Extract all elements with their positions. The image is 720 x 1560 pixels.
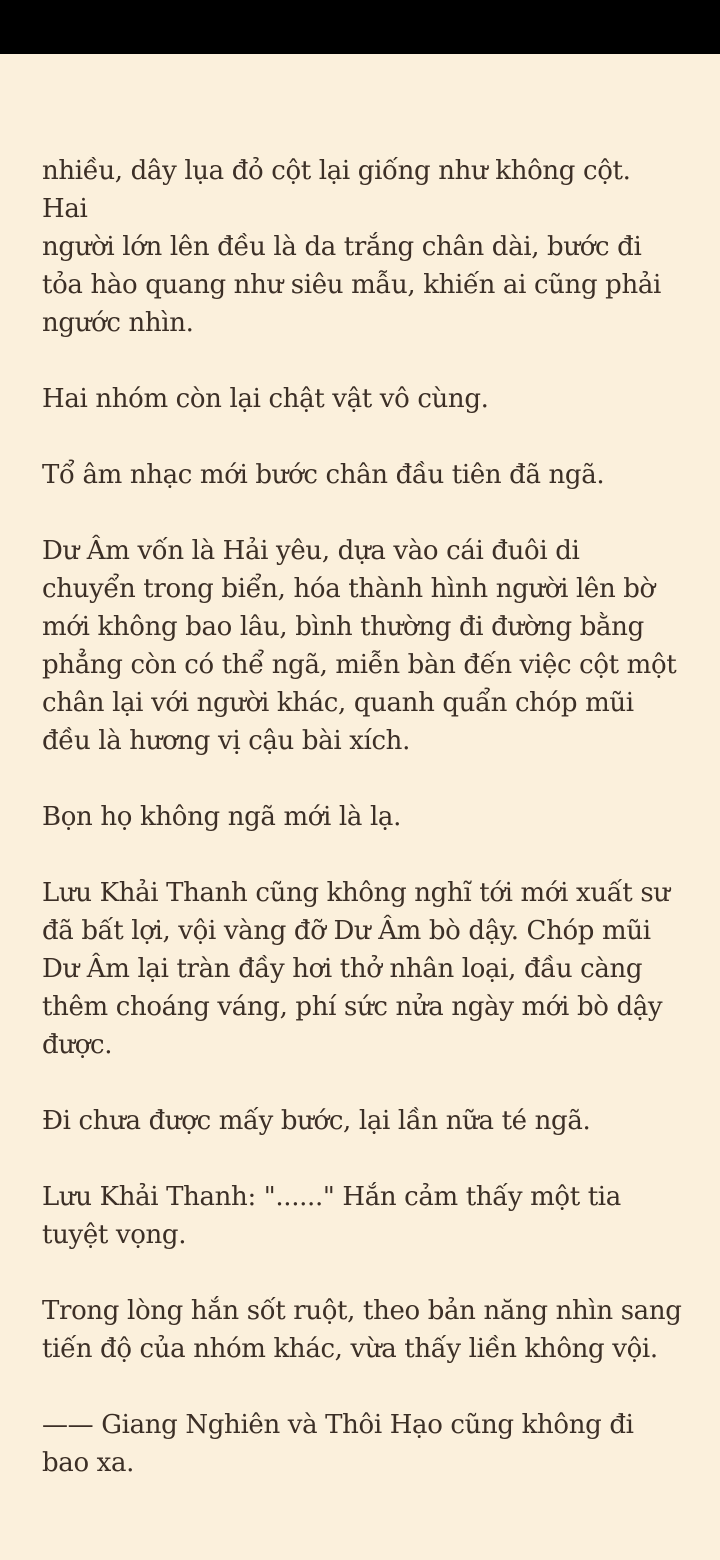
status-bar xyxy=(0,0,720,54)
paragraph: Trong lòng hắn sốt ruột, theo bản năng nhìn sang tiến độ của nhóm khác, vừa thấy liền không vội. xyxy=(42,1296,682,1364)
paragraph: Lưu Khải Thanh: "......" Hắn cảm thấy một tia tuyệt vọng. xyxy=(42,1182,621,1250)
paragraph: —— Giang Nghiên và Thôi Hạo cũng không đi bao xa. xyxy=(42,1410,634,1478)
paragraph: Đi chưa được mấy bước, lại lần nữa té ngã. xyxy=(42,1106,591,1136)
paragraph: Dư Âm vốn là Hải yêu, dựa vào cái đuôi di chuyển trong biển, hóa thành hình người lên bờ mới không bao lâu, bình thường đi đường bằng phẳng còn có thể ngã, miễn bàn đến việc cột một chân lại với người khác, quanh quẩn chóp mũi đều là hương vị cậu bài xích. xyxy=(42,536,677,756)
paragraph: Tổ âm nhạc mới bước chân đầu tiên đã ngã. xyxy=(42,460,605,490)
paragraph: nhiều, dây lụa đỏ cột lại giống như không cột. Hai người lớn lên đều là da trắng chân dài, bước đi tỏa hào quang như siêu mẫu, khiến ai cũng phải ngước nhìn. xyxy=(42,156,661,338)
paragraph: Bọn họ không ngã mới là lạ. xyxy=(42,802,401,832)
reader-page[interactable] xyxy=(0,54,720,1560)
chapter-text xyxy=(42,152,682,1482)
paragraph: Hai nhóm còn lại chật vật vô cùng. xyxy=(42,384,489,414)
paragraph: Lưu Khải Thanh cũng không nghĩ tới mới xuất sư đã bất lợi, vội vàng đỡ Dư Âm bò dậy. Chóp mũi Dư Âm lại tràn đầy hơi thở nhân loại, đầu càng thêm choáng váng, phí sức nửa ngày mới bò dậy được. xyxy=(42,878,670,1060)
